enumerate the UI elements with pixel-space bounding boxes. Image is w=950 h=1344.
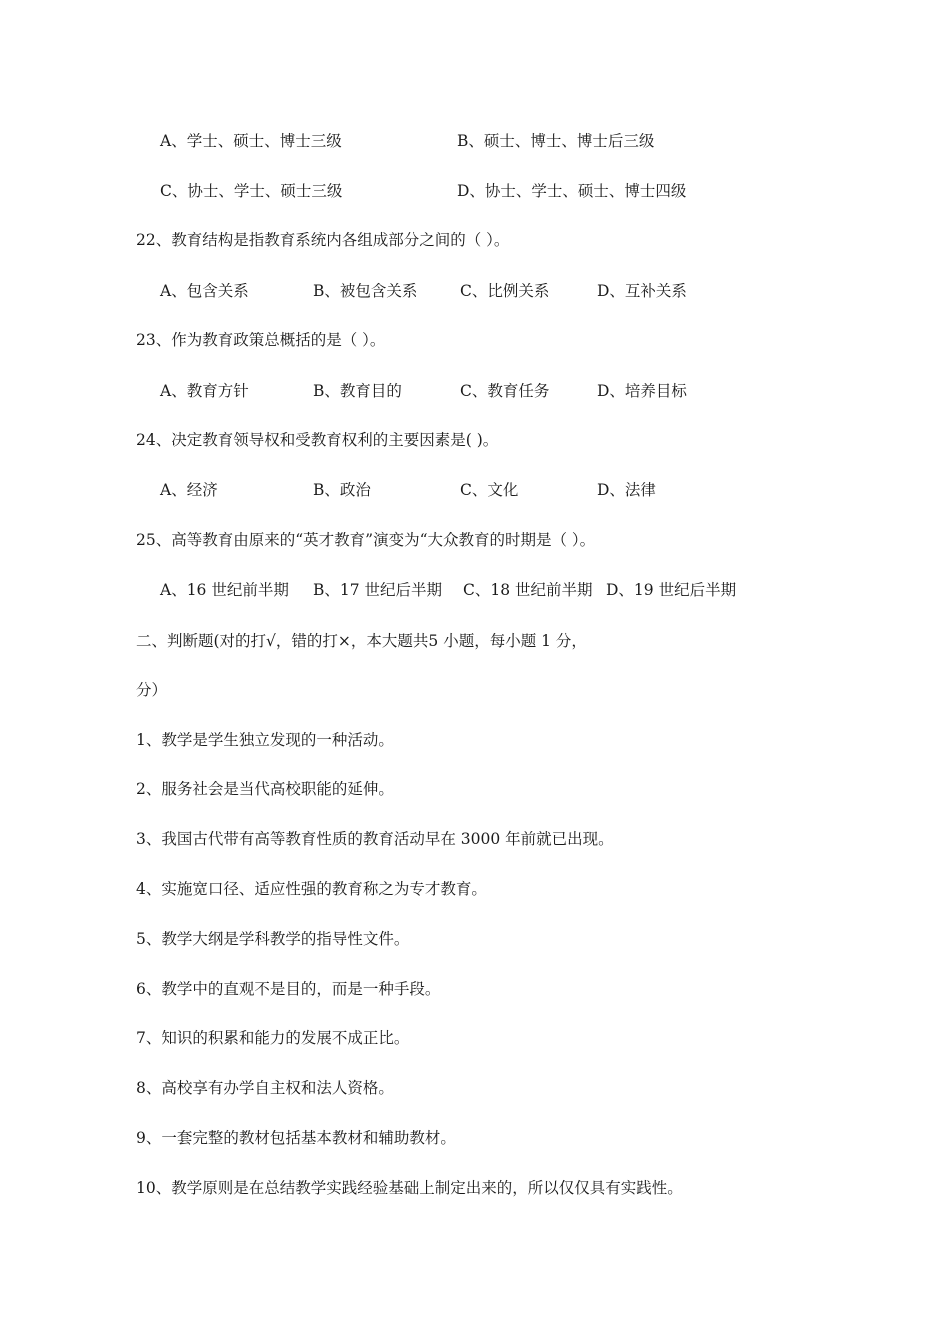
q24-option-c: C、文化 [460, 481, 519, 499]
judgment-item-7: 7、知识的积累和能力的发展不成正比。 [136, 1029, 410, 1047]
q24-option-d: D、法律 [597, 481, 656, 499]
q22-option-a: A、包含关系 [160, 282, 249, 300]
q21-option-d: D、协士、学士、硕士、博士四级 [457, 182, 687, 200]
judgment-item-10: 10、教学原则是在总结教学实践经验基础上制定出来的，所以仅仅具有实践性。 [136, 1179, 683, 1197]
q21-option-b: B、硕士、博士、博士后三级 [457, 132, 655, 150]
q23-option-a: A、教育方针 [160, 382, 249, 400]
judgment-item-6: 6、教学中的直观不是目的，而是一种手段。 [136, 980, 441, 998]
q22-option-b: B、被包含关系 [313, 282, 418, 300]
q23-option-d: D、培养目标 [597, 382, 687, 400]
judgment-item-4: 4、实施宽口径、适应性强的教育称之为专才教育。 [136, 880, 487, 898]
judgment-item-1: 1、教学是学生独立发现的一种活动。 [136, 731, 394, 749]
judgment-item-3: 3、我国古代带有高等教育性质的教育活动早在 3000 年前就已出现。 [136, 830, 614, 848]
q21-option-c: C、协士、学士、硕士三级 [160, 182, 343, 200]
judgment-item-9: 9、一套完整的教材包括基本教材和辅助教材。 [136, 1129, 456, 1147]
q25-option-b: B、17 世纪后半期 [313, 581, 443, 599]
q21-option-a: A、学士、硕士、博士三级 [160, 132, 342, 150]
q23-option-b: B、教育目的 [313, 382, 402, 400]
q24-option-b: B、政治 [313, 481, 371, 499]
q23-stem: 23、作为教育政策总概括的是（ ）。 [136, 331, 386, 349]
q22-option-d: D、互补关系 [597, 282, 687, 300]
q25-option-a: A、16 世纪前半期 [160, 581, 289, 599]
section-2-heading-continuation: 分） [136, 681, 168, 699]
judgment-item-8: 8、高校享有办学自主权和法人资格。 [136, 1079, 394, 1097]
q24-option-a: A、经济 [160, 481, 218, 499]
q25-option-c: C、18 世纪前半期 [463, 581, 593, 599]
judgment-item-2: 2、服务社会是当代高校职能的延伸。 [136, 780, 394, 798]
q22-option-c: C、比例关系 [460, 282, 550, 300]
q24-stem: 24、决定教育领导权和受教育权利的主要因素是( )。 [136, 431, 499, 449]
judgment-item-5: 5、教学大纲是学科教学的指导性文件。 [136, 930, 410, 948]
q25-option-d: D、19 世纪后半期 [606, 581, 737, 599]
q25-stem: 25、高等教育由原来的“英才教育”演变为“大众教育的时期是（ ）。 [136, 531, 596, 549]
section-2-heading: 二、判断题(对的打√，错的打×，本大题共5 小题，每小题 1 分， [136, 632, 587, 650]
q22-stem: 22、教育结构是指教育系统内各组成部分之间的（ ）。 [136, 231, 510, 249]
q23-option-c: C、教育任务 [460, 382, 550, 400]
